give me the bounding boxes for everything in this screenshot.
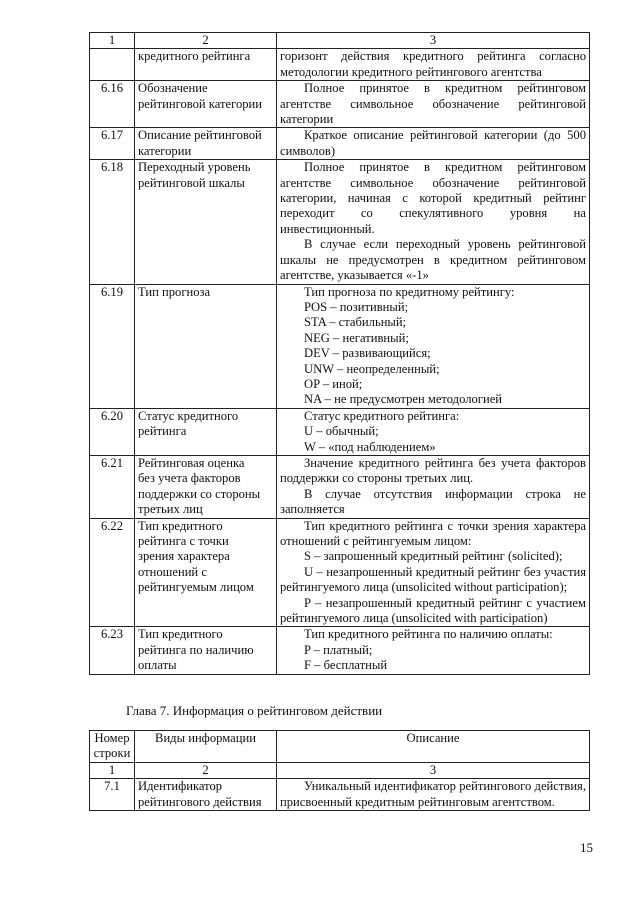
info-kind-line: Обозначение <box>138 81 208 96</box>
info-kind-line: рейтинга <box>138 424 187 439</box>
column-number-row <box>90 33 590 49</box>
info-kind <box>135 455 277 518</box>
info-kind <box>135 284 277 408</box>
description-line: U – обычный; <box>304 424 379 439</box>
info-kind <box>135 408 277 455</box>
info-kind-line: Тип кредитного <box>138 518 223 533</box>
action-info-table <box>89 730 590 811</box>
row-number: 6.17 <box>90 128 135 160</box>
row-number <box>90 49 135 81</box>
info-kind-line: Тип кредитного <box>138 627 223 642</box>
description-line: W – «под наблюдением» <box>304 439 436 454</box>
info-kind <box>135 518 277 627</box>
table-row <box>90 779 590 811</box>
info-kind-line: Переходный уровень <box>138 160 251 175</box>
info-kind-line: оплаты <box>138 658 177 673</box>
description <box>277 49 590 81</box>
description-line: NA – не предусмотрен методологией <box>304 392 503 407</box>
description-paragraph: горизонт действия кредитного рейтинга согласно методологии кредитного рейтингового агентства <box>280 49 586 79</box>
description-line: DEV – развивающийся; <box>304 346 431 361</box>
table-row <box>90 81 590 128</box>
description-paragraph: P – незапрошенный кредитный рейтинг с участием рейтингуемого лица (unsolicited with participation) <box>280 595 586 626</box>
column-number: 1 <box>90 762 135 778</box>
column-number: 3 <box>277 762 590 778</box>
info-kind-line: рейтинга с точки <box>138 534 229 548</box>
info-kind-line: рейтинговой категории <box>138 96 263 111</box>
info-kind-line: рейтинга по наличию <box>138 642 254 657</box>
info-kind <box>135 627 277 674</box>
description-line: POS – позитивный; <box>304 299 409 314</box>
description-paragraph: Уникальный идентификатор рейтингового действия, присвоенный кредитным рейтинговым агентством. <box>280 779 586 809</box>
info-kind-line: третьих лиц <box>138 502 203 517</box>
description <box>277 408 590 455</box>
row-number: 6.21 <box>90 455 135 518</box>
table-row <box>90 455 590 518</box>
description-heading: Описание <box>277 731 590 763</box>
column-number-row <box>90 762 590 778</box>
description-line: Тип прогноза по кредитному рейтингу: <box>304 284 515 299</box>
description <box>277 81 590 128</box>
info-kind-line: поддержки со стороны <box>138 486 261 501</box>
row-number: 6.19 <box>90 284 135 408</box>
description-line: Статус кредитного рейтинга: <box>304 408 460 423</box>
description <box>277 627 590 674</box>
main-table <box>89 32 590 675</box>
description-paragraph: Полное принятое в кредитном рейтинговом агентстве символьное обозначение рейтинговой категории <box>280 81 586 127</box>
info-kind <box>135 779 277 811</box>
info-kind-line: Идентификатор <box>138 779 223 794</box>
info-kind-line: Статус кредитного <box>138 408 239 423</box>
description-line: OP – иной; <box>304 376 363 391</box>
description-line: Тип кредитного рейтинга по наличию оплаты: <box>304 627 553 642</box>
description <box>277 518 590 627</box>
info-kind-line: без учета факторов <box>138 471 241 486</box>
column-number: 2 <box>135 33 277 49</box>
description-paragraph: В случае если переходный уровень рейтинговой шкалы не предусмотрен в кредитном рейтинговом агентстве, указывается «-1» <box>280 237 586 283</box>
info-kind-line: Рейтинговая оценка <box>138 455 245 470</box>
info-kind-line: рейтинговой шкалы <box>138 175 245 190</box>
info-kind-line: рейтингового действия <box>138 794 262 809</box>
description-paragraph: В случае отсутствия информации строка не заполняется <box>280 486 586 517</box>
row-number: 6.16 <box>90 81 135 128</box>
info-kind-heading: Виды информации <box>135 731 277 763</box>
description <box>277 455 590 518</box>
description-paragraph: S – запрошенный кредитный рейтинг (solicited); <box>304 549 563 564</box>
description-paragraph: Полное принятое в кредитном рейтинговом агентстве символьное обозначение рейтинговой категории, начиная с которой кредитный рейтинг переходит со спекулятивного уровня на инвестиционный. <box>280 160 586 236</box>
row-number-heading: Номер строки <box>90 731 135 763</box>
table-row <box>90 49 590 81</box>
description-line: STA – стабильный; <box>304 315 407 330</box>
description <box>277 284 590 408</box>
row-number: 7.1 <box>90 779 135 811</box>
row-number: 6.23 <box>90 627 135 674</box>
info-kind <box>135 81 277 128</box>
info-kind-line: Описание рейтинговой <box>138 128 262 143</box>
description <box>277 128 590 160</box>
info-kind-line: зрения характера <box>138 549 230 564</box>
description <box>277 779 590 811</box>
info-kind <box>135 49 277 81</box>
page-number: 15 <box>580 840 593 855</box>
description-paragraph: Тип кредитного рейтинга с точки зрения характера отношений с рейтингуемым лицом: <box>280 518 586 548</box>
description-line: UNW – неопределенный; <box>304 361 440 376</box>
description-paragraph: Значение кредитного рейтинга без учета факторов поддержки со стороны третьих лиц. <box>280 455 586 486</box>
row-number: 6.18 <box>90 160 135 284</box>
column-number: 3 <box>277 33 590 49</box>
table-row <box>90 518 590 627</box>
column-title-row <box>90 731 590 763</box>
info-kind-line: рейтингуемым лицом <box>138 580 254 595</box>
table-row <box>90 408 590 455</box>
info-kind-line: категории <box>138 143 192 158</box>
table-row <box>90 160 590 284</box>
column-number: 2 <box>135 762 277 778</box>
description-paragraph: Краткое описание рейтинговой категории (до 500 символов) <box>280 128 586 158</box>
chapter-title: Глава 7. Информация о рейтинговом действии <box>126 703 383 718</box>
table-row <box>90 284 590 408</box>
info-kind-line: Тип прогноза <box>138 284 211 299</box>
description-paragraph: U – незапрошенный кредитный рейтинг без участия рейтингуемого лица (unsolicited without participation); <box>280 564 586 595</box>
info-kind <box>135 128 277 160</box>
info-kind-line: отношений с <box>138 564 207 579</box>
column-number: 1 <box>90 33 135 49</box>
description-line: NEG – негативный; <box>304 330 409 345</box>
description-line: P – платный; <box>304 642 373 657</box>
info-kind-line: кредитного рейтинга <box>138 49 251 64</box>
table-row <box>90 627 590 674</box>
description-line: F – бесплатный <box>304 658 388 673</box>
description <box>277 160 590 284</box>
table-row <box>90 128 590 160</box>
row-number: 6.20 <box>90 408 135 455</box>
row-number: 6.22 <box>90 518 135 627</box>
info-kind <box>135 160 277 284</box>
